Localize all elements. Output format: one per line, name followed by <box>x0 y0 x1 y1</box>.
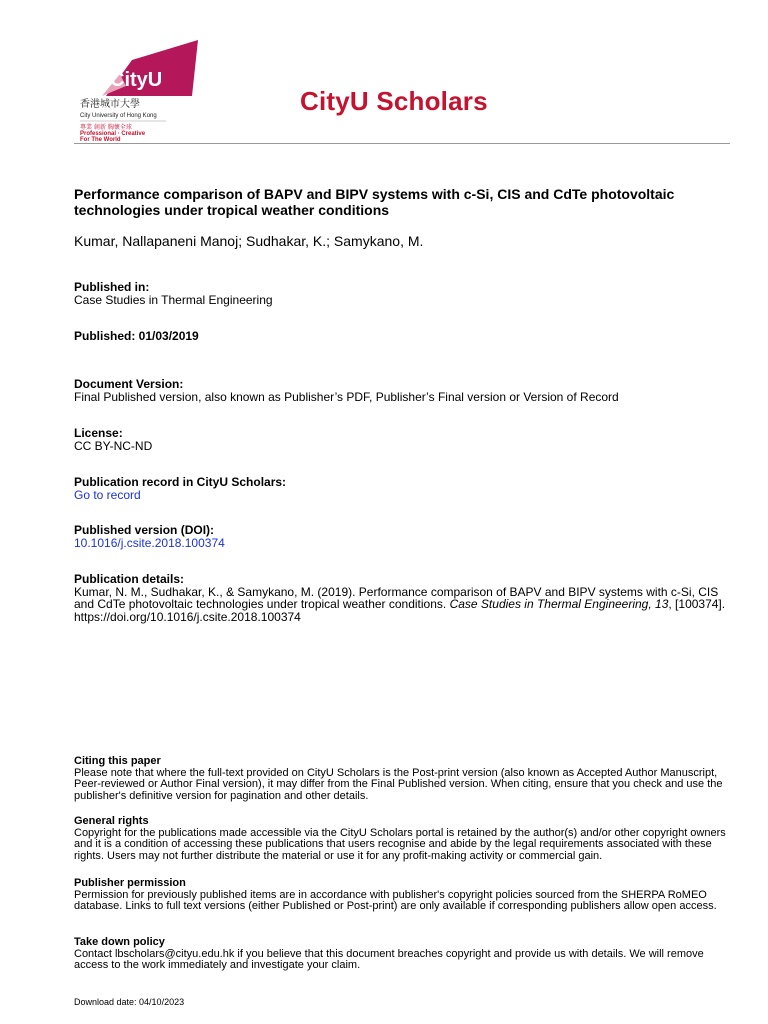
document-title: Performance comparison of BAPV and BIPV systems with c-Si, CIS and CdTe photovoltaic technologies under tropical weather conditions <box>74 186 675 218</box>
logo-motto-chinese: 專業 創新 胸懷全球 <box>80 124 132 131</box>
publisher-permission-body: Permission for previously published items are in accordance with publisher's copyright policies sourced from the SHERPA RoMEO database. Links to full text versions (either Published or Post-print) are only available if corresponding publishers allow open access. <box>74 888 717 912</box>
license-heading: License: <box>74 426 123 440</box>
logo-chinese-name: 香港城市大學 <box>80 99 140 110</box>
section-general-rights <box>74 816 734 862</box>
citation-doi-text: , [100374]. https://doi.org/10.1016/j.csite.2018.100374 <box>74 597 726 624</box>
take-down-heading: Take down policy <box>74 936 165 948</box>
published-in-heading: Published in: <box>74 280 150 294</box>
published-date-heading: Published: 01/03/2019 <box>74 329 199 343</box>
section-take-down <box>74 937 734 972</box>
document-version-value: Final Published version, also known as Publisher’s PDF, Publisher’s Final version or Version of Record <box>74 389 619 404</box>
logo-english-name: City University of Hong Kong <box>80 113 157 119</box>
section-license <box>74 427 734 452</box>
logo-wordmark: CityU <box>110 69 163 91</box>
section-published-in <box>74 281 734 306</box>
section-published-version <box>74 524 734 549</box>
publication-details-citation <box>74 586 734 624</box>
citing-body: Please note that where the full-text provided on CityU Scholars is the Post-print version (also known as Accepted Author Manuscript, Peer-reviewed or Author Final version), it may differ from the Final Published version. When citing, ensure that you check and use the publisher's definitive version for pagination and other details. <box>74 766 723 802</box>
publication-details-heading: Publication details: <box>74 572 185 586</box>
citation-volume: 13 <box>655 597 669 611</box>
doi-link[interactable]: 10.1016/j.csite.2018.100374 <box>74 535 225 550</box>
section-publication-record <box>74 476 734 501</box>
citing-heading: Citing this paper <box>74 755 161 767</box>
general-rights-body: Copyright for the publications made accessible via the CityU Scholars portal is retained by the author(s) and/or other copyright owners and it is a condition of accessing these publications that users recognise and abide by the legal requirements associated with these rights. Users may not further distribute the material or use it for any profit-making activity or commercial gain. <box>74 826 726 862</box>
header-divider <box>74 143 730 144</box>
section-publication-details <box>74 573 734 623</box>
go-to-record-link[interactable]: Go to record <box>74 487 141 502</box>
section-published-date <box>74 330 734 343</box>
section-publisher-permission <box>74 878 734 913</box>
document-version-heading: Document Version: <box>74 377 184 391</box>
take-down-body: Contact lbscholars@cityu.edu.hk if you believe that this document breaches copyright and provide us with details. We will remove access to the work immediately and investigate your claim. <box>74 947 704 971</box>
publisher-permission-heading: Publisher permission <box>74 877 186 889</box>
general-rights-heading: General rights <box>74 815 149 827</box>
citation-text: Kumar, N. M., Sudhakar, K., & Samykano, M. (2019). Performance comparison of BAPV and BIPV systems with c-Si, CIS and CdTe photovoltaic technologies under tropical weather conditions. <box>74 584 719 611</box>
brand-title: CityU Scholars <box>300 86 488 116</box>
download-date: Download date: 04/10/2023 <box>74 997 185 1007</box>
cityu-logo <box>80 38 200 142</box>
section-document-version <box>74 378 734 403</box>
published-in-value: Case Studies in Thermal Engineering <box>74 292 273 307</box>
document-authors: Kumar, Nallapaneni Manoj; Sudhakar, K.; Samykano, M. <box>74 233 424 249</box>
logo-motto-line2: For The World <box>80 137 121 142</box>
section-citing <box>74 756 734 802</box>
logo-motto-line1: Professional · Creative <box>80 131 146 137</box>
published-version-heading: Published version (DOI): <box>74 523 215 537</box>
citation-separator: , <box>648 597 656 611</box>
license-value: CC BY-NC-ND <box>74 438 153 453</box>
citation-journal: Case Studies in Thermal Engineering <box>449 597 649 611</box>
publication-record-heading: Publication record in CityU Scholars: <box>74 475 287 489</box>
